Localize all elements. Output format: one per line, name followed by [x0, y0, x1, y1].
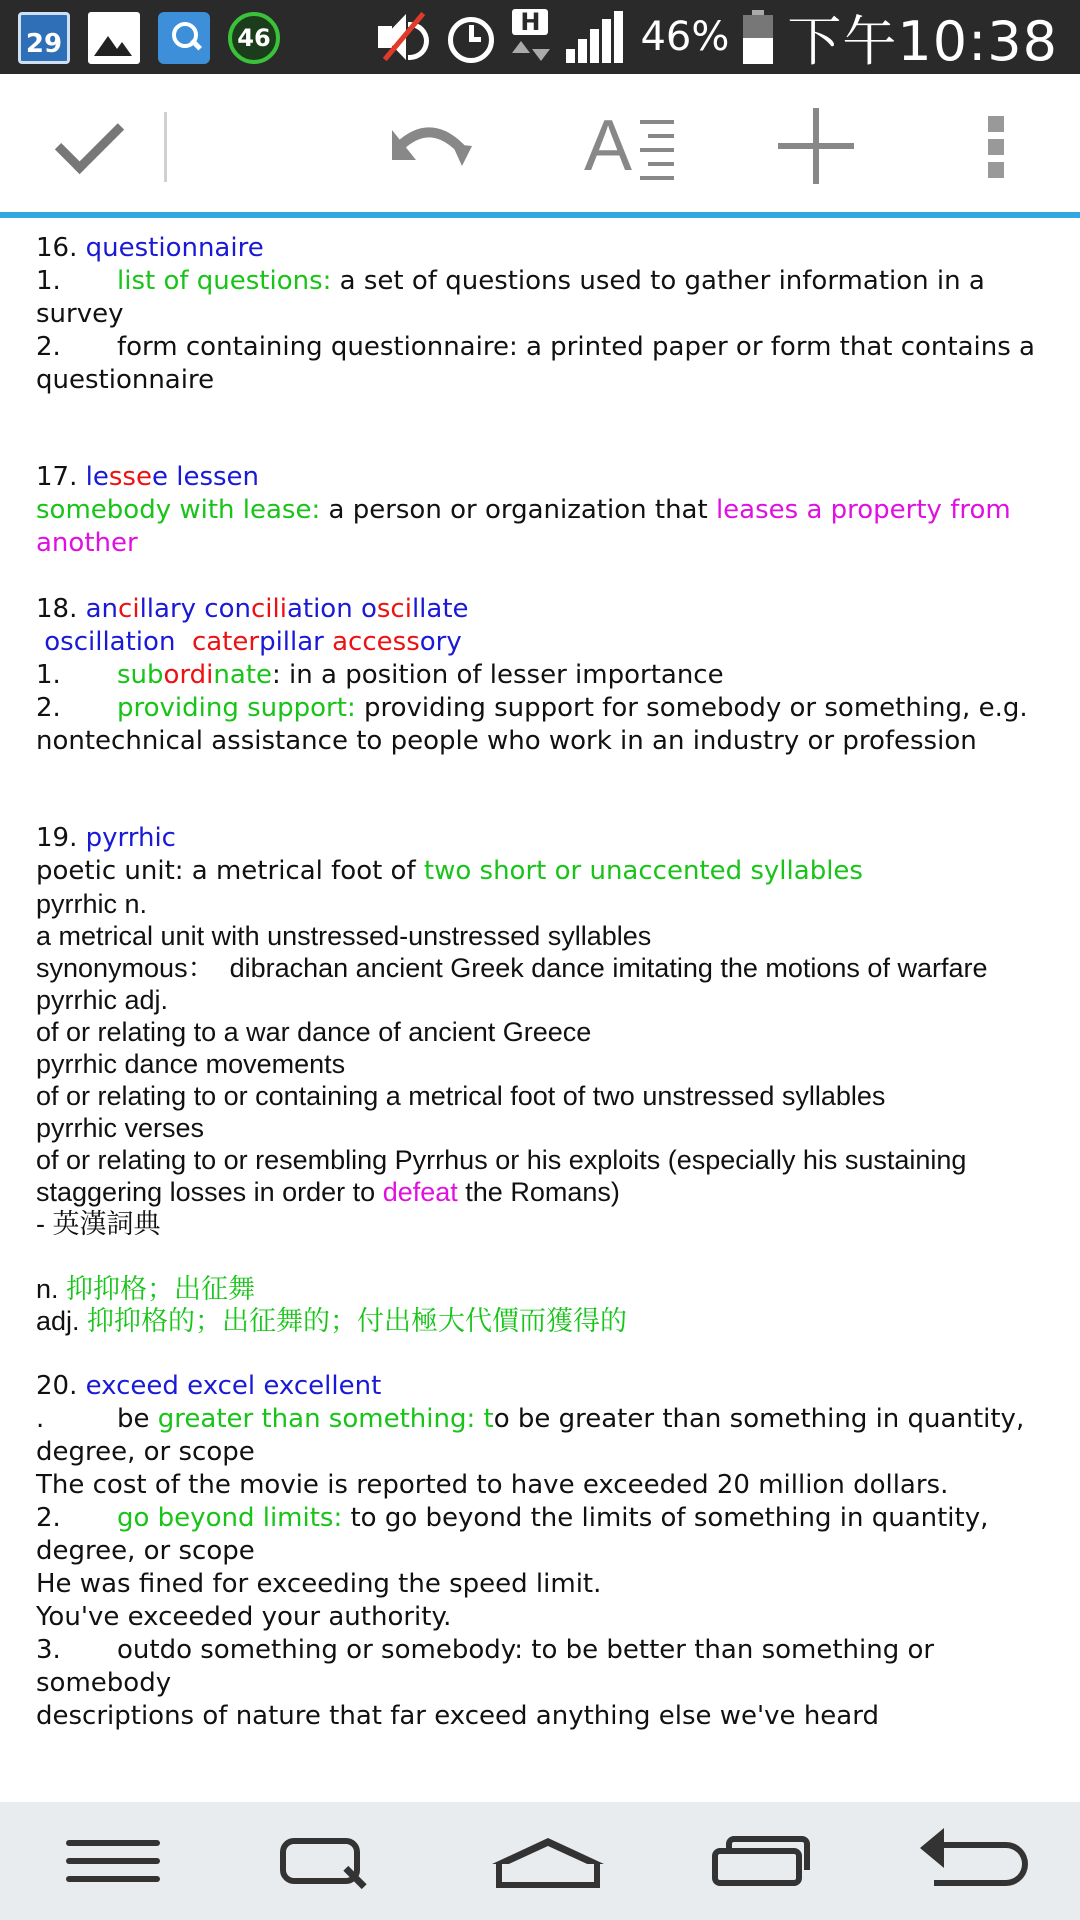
entry-19-line: synonymous： dibrachan ancient Greek dance imitating the motions of warfare — [36, 953, 988, 983]
data-type-label: H — [512, 9, 548, 35]
toolbar-accent-line — [0, 212, 1080, 218]
entry-20-def-3: 3. outdo something or somebody: to be better than something or somebody — [36, 1635, 943, 1698]
entry-19-chinese-noun: n. 抑抑格；出征舞 — [36, 1274, 256, 1304]
entry-18-def-1: 1. subordinate: in a position of lesser importance — [36, 660, 724, 690]
entry-19-line: a metrical unit with unstressed-unstressed syllables — [36, 921, 652, 951]
entry-18-heading: 18. ancillary conciliation oscillate — [36, 594, 469, 624]
undo-icon[interactable] — [392, 116, 468, 172]
entry-18-def-2: 2. providing support: providing support for somebody or something, e.g. nontechnical assistance to people who work in an industry or profession — [36, 693, 1036, 756]
volume-muted-icon — [374, 12, 430, 62]
clock: 下午10:38 — [787, 9, 1058, 73]
toolbar-divider — [164, 112, 167, 182]
entry-20-example: He was fined for exceeding the speed limit. — [36, 1569, 602, 1599]
entry-20-def-1: . be greater than something: to be greater than something in quantity, degree, or scope — [36, 1404, 1033, 1467]
status-bar — [0, 0, 1080, 74]
entry-20-def-2: 2. go beyond limits: to go beyond the limits of something in quantity, degree, or scope — [36, 1503, 997, 1566]
entry-20-example: You've exceeded your authority. — [36, 1602, 452, 1632]
entry-19-line: of or relating to or resembling Pyrrhus or his exploits (especially his sustaining staggering losses in order to defeat the Romans) — [36, 1145, 974, 1207]
gallery-icon — [88, 12, 140, 64]
dictionary-app-icon — [158, 12, 210, 64]
notification-badge: 46 — [228, 12, 280, 64]
entry-16-def-2: 2. form containing questionnaire: a printed paper or form that contains a questionnaire — [36, 332, 1044, 395]
entry-19-line: pyrrhic dance movements — [36, 1049, 346, 1079]
recent-apps-icon[interactable] — [690, 1802, 820, 1920]
entry-18-related-words: oscillation caterpillar accessory — [36, 627, 462, 657]
entry-20-example: The cost of the movie is reported to have exceeded 20 million dollars. — [36, 1470, 949, 1500]
back-icon[interactable] — [912, 1802, 1042, 1920]
entry-16-heading: 16. questionnaire — [36, 233, 264, 263]
note-content[interactable] — [36, 232, 1056, 1733]
status-system — [374, 8, 1058, 73]
text-format-icon[interactable]: A — [584, 112, 674, 182]
alarm-icon — [444, 11, 496, 63]
entry-19-line: pyrrhic n. — [36, 889, 148, 919]
calendar-icon — [18, 12, 70, 64]
entry-19-line: of or relating to or containing a metrical foot of two unstressed syllables — [36, 1081, 886, 1111]
battery-icon — [743, 10, 773, 64]
editor-toolbar — [0, 74, 1080, 214]
entry-20-example: descriptions of nature that far exceed anything else we've heard — [36, 1701, 879, 1731]
check-icon — [55, 105, 124, 174]
search-icon[interactable] — [250, 1802, 380, 1920]
entry-16-def-1: 1. list of questions: a set of questions used to gather information in a survey — [36, 266, 994, 329]
mobile-data-icon — [510, 9, 552, 65]
entry-19-heading: 19. pyrrhic — [36, 823, 176, 853]
menu-icon[interactable] — [40, 1802, 170, 1920]
entry-17-heading: 17. lessee lessen — [36, 462, 260, 492]
add-icon[interactable] — [778, 108, 854, 184]
entry-20-heading: 20. exceed excel excellent — [36, 1371, 382, 1401]
entry-19-def: poetic unit: a metrical foot of two short or unaccented syllables — [36, 856, 863, 886]
entry-19-source: - 英漢詞典 — [36, 1209, 161, 1239]
entry-19-line: pyrrhic adj. — [36, 985, 169, 1015]
entry-19-chinese-adj: adj. 抑抑格的；出征舞的；付出極大代價而獲得的 — [36, 1306, 628, 1336]
entry-word: questionnaire — [85, 233, 264, 263]
signal-strength-icon — [566, 11, 626, 63]
navigation-bar — [0, 1802, 1080, 1920]
entry-19-line: of or relating to a war dance of ancient Greece — [36, 1017, 592, 1047]
more-options-icon[interactable] — [988, 116, 1004, 178]
status-notifications — [18, 10, 280, 66]
entry-19-line: pyrrhic verses — [36, 1113, 205, 1143]
entry-17-def: somebody with lease: a person or organization that leases a property from another — [36, 495, 1019, 558]
battery-percent: 46% — [640, 14, 730, 60]
done-button[interactable] — [20, 74, 140, 214]
calendar-day: 29 — [25, 29, 63, 59]
home-icon[interactable] — [472, 1802, 602, 1920]
